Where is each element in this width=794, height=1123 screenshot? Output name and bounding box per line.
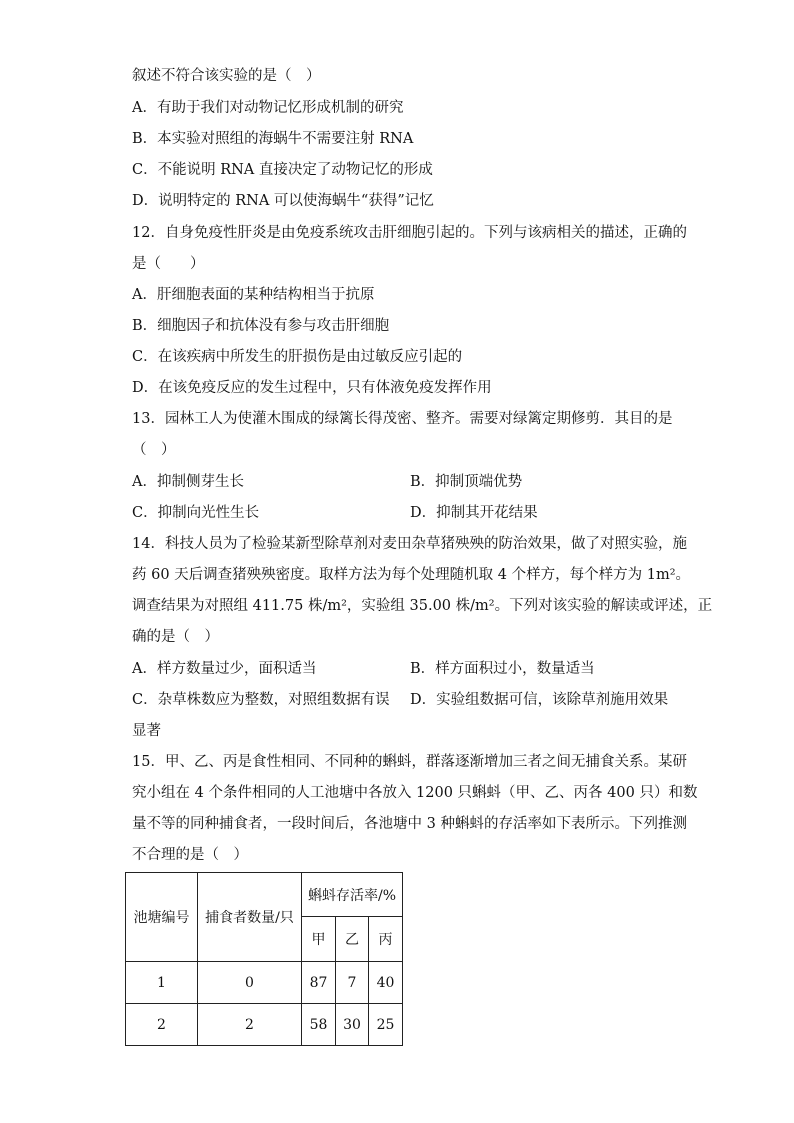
q11-option-d: D．说明特定的 RNA 可以使海蜗牛“获得”记忆 — [132, 193, 434, 209]
q13-stem-line-1: 13．园林工人为使灌木围成的绿篱长得茂密、整齐。需要对绿篱定期修剪．其目的是 — [132, 411, 673, 427]
q12-option-b: B．细胞因子和抗体没有参与攻击肝细胞 — [132, 318, 390, 334]
q14-option-b: B．样方面积过小，数量适当 — [410, 661, 595, 677]
q15-stem-line-2: 究小组在 4 个条件相同的人工池塘中各放入 1200 只蝌蚪（甲、乙、丙各 400 只）和数 — [132, 785, 698, 801]
q12-stem-line-1: 12．自身免疫性肝炎是由免疫系统攻击肝细胞引起的。下列与该病相关的描述，正确的 — [132, 225, 687, 241]
subheader-bing: 丙 — [369, 917, 403, 962]
q13-stem-line-2: （ ） — [132, 442, 176, 458]
q14-stem-line-4: 确的是（ ） — [132, 629, 219, 645]
q14-option-d: D．实验组数据可信，该除草剂施用效果 — [410, 692, 669, 708]
q11-option-a: A．有助于我们对动物记忆形成机制的研究 — [132, 100, 404, 116]
q13-option-d: D．抑制其开花结果 — [410, 505, 538, 521]
q11-option-b: B．本实验对照组的海蜗牛不需要注射 RNA — [132, 131, 414, 147]
subheader-jia: 甲 — [302, 917, 336, 962]
q11-stem-tail: 叙述不符合该实验的是（ ） — [132, 68, 321, 84]
q14-option-a: A．样方数量过少，面积适当 — [132, 661, 317, 677]
q15-stem-line-1: 15．甲、乙、丙是食性相同、不同种的蝌蚪，群落逐渐增加三者之间无捕食关系。某研 — [132, 754, 687, 770]
table-row — [126, 1004, 403, 1046]
cell-jia: 58 — [302, 1004, 336, 1046]
cell-yi: 30 — [336, 1004, 369, 1046]
q13-option-a: A．抑制侧芽生长 — [132, 474, 244, 490]
cell-bing: 25 — [369, 1004, 403, 1046]
header-predator-count: 捕食者数量/只 — [198, 873, 302, 962]
q14-stem-line-1: 14．科技人员为了检验某新型除草剂对麦田杂草猪殃殃的防治效果，做了对照实验，施 — [132, 536, 687, 552]
cell-yi: 7 — [336, 962, 369, 1004]
q13-option-b: B．抑制顶端优势 — [410, 474, 523, 490]
cell-predators: 0 — [198, 962, 302, 1004]
cell-pond: 1 — [126, 962, 198, 1004]
q13-option-c: C．抑制向光性生长 — [132, 505, 260, 521]
cell-bing: 40 — [369, 962, 403, 1004]
q14-option-c: C．杂草株数应为整数，对照组数据有误 — [132, 692, 390, 708]
cell-jia: 87 — [302, 962, 336, 1004]
table-row — [126, 962, 403, 1004]
q11-option-c: C．不能说明 RNA 直接决定了动物记忆的形成 — [132, 162, 433, 178]
subheader-yi: 乙 — [336, 917, 369, 962]
q14-stem-line-3: 调查结果为对照组 411.75 株/m²，实验组 35.00 株/m²。下列对该实验的解读或评述，正 — [132, 598, 713, 614]
cell-pond: 2 — [126, 1004, 198, 1046]
tadpole-survival-table — [125, 872, 403, 1046]
q12-option-c: C．在该疾病中所发生的肝损伤是由过敏反应引起的 — [132, 349, 463, 365]
cell-predators: 2 — [198, 1004, 302, 1046]
header-pond-number: 池塘编号 — [126, 873, 198, 962]
q14-stem-line-2: 药 60 天后调查猪殃殃密度。取样方法为每个处理随机取 4 个样方，每个样方为 1m²。 — [132, 567, 691, 583]
q15-stem-line-3: 量不等的同种捕食者，一段时间后，各池塘中 3 种蝌蚪的存活率如下表所示。下列推测 — [132, 816, 687, 832]
q14-option-d-continuation: 显著 — [132, 723, 161, 739]
q12-stem-line-2: 是（ ） — [132, 256, 205, 272]
q12-option-d: D．在该免疫反应的发生过程中，只有体液免疫发挥作用 — [132, 380, 492, 396]
q12-option-a: A．肝细胞表面的某种结构相当于抗原 — [132, 287, 375, 303]
header-survival-rate: 蝌蚪存活率/% — [302, 873, 403, 917]
q15-stem-line-4: 不合理的是（ ） — [132, 847, 248, 863]
